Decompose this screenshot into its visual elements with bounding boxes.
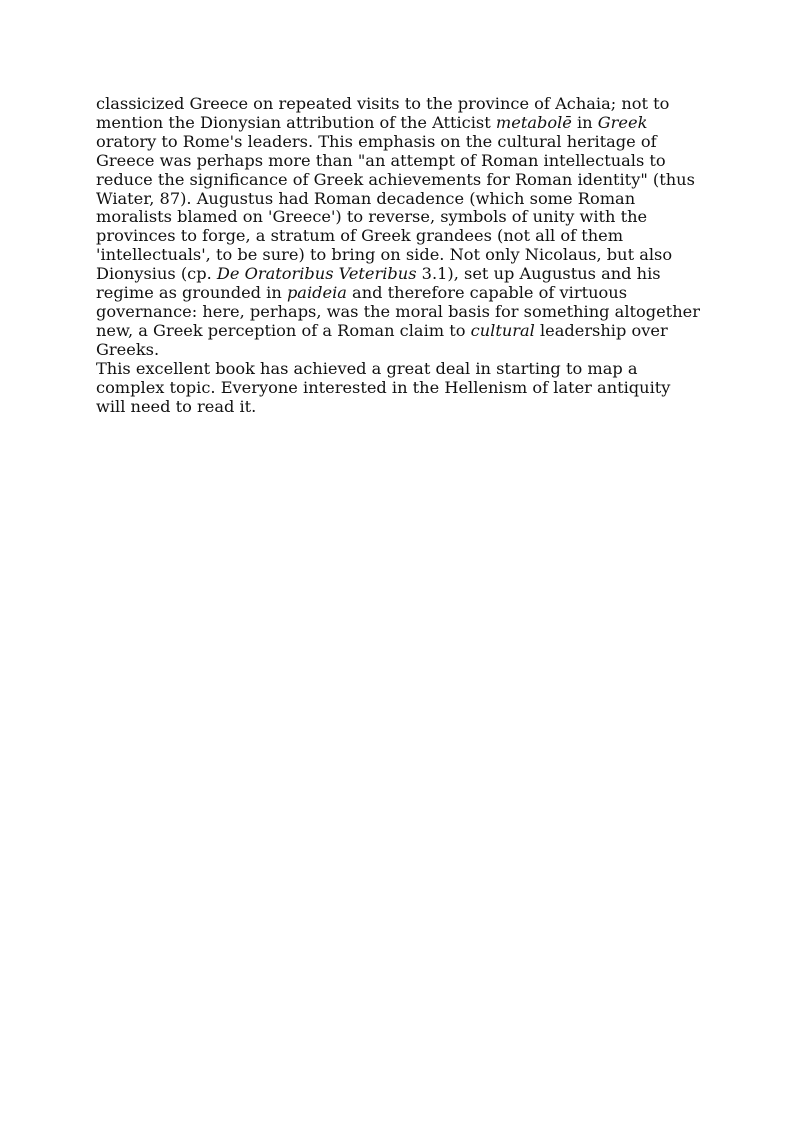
text-run: governance: here, perhaps, was the moral basis for something altogether [96,301,700,321]
italic-text: paideia [286,283,347,303]
text-line [96,171,716,190]
text-run: in [571,112,598,132]
text-run: oratory to Rome's leaders. This emphasis on the cultural heritage of [96,131,657,151]
text-run: leadership over [534,320,668,340]
text-line [96,322,716,341]
text-run: 'intellectuals', to be sure) to bring on side. Not only Nicolaus, but also [96,245,673,265]
text-line [96,133,716,152]
text-line [96,341,716,360]
text-line [96,114,716,133]
italic-text: De Oratoribus Veteribus [216,264,417,284]
text-run: mention the Dionysian attribution of the Atticist [96,112,496,132]
text-run: moralists blamed on 'Greece') to reverse, symbols of unity with the [96,207,648,227]
italic-text: metabolē [495,112,572,132]
text-run: reduce the significance of Greek achievements for Roman identity" (thus [96,169,695,189]
text-line [96,379,716,398]
paragraph-continuation [96,95,716,360]
text-line [96,360,716,379]
text-line [96,152,716,171]
text-line [96,190,716,209]
text-run: complex topic. Everyone interested in the Hellenism of later antiquity [96,377,671,397]
text-line [96,265,716,284]
text-run: classicized Greece on repeated visits to the province of Achaia; not to [96,94,670,113]
text-line [96,398,716,417]
paragraph-conclusion [96,360,716,417]
text-run: regime as grounded in [96,283,287,303]
text-line [96,95,716,114]
italic-text: cultural [470,320,535,340]
text-run: will need to read it. [96,396,257,416]
text-line [96,284,716,303]
text-run: 3.1), set up Augustus and his [416,264,661,284]
text-run: provinces to forge, a stratum of Greek grandees (not all of them [96,226,624,246]
text-run: Wiater, 87). Augustus had Roman decadence (which some Roman [96,188,636,208]
text-line [96,227,716,246]
text-run: and therefore capable of virtuous [346,283,628,303]
text-line [96,303,716,322]
document-page [96,95,716,416]
text-run: This excellent book has achieved a great deal in starting to map a [96,358,638,378]
text-run: Greeks. [96,339,160,359]
text-line [96,246,716,265]
text-run: new, a Greek perception of a Roman claim to [96,320,471,340]
italic-text: Greek [597,112,648,132]
text-run: Dionysius (cp. [96,264,217,284]
text-run: Greece was perhaps more than "an attempt of Roman intellectuals to [96,150,666,170]
text-line [96,208,716,227]
